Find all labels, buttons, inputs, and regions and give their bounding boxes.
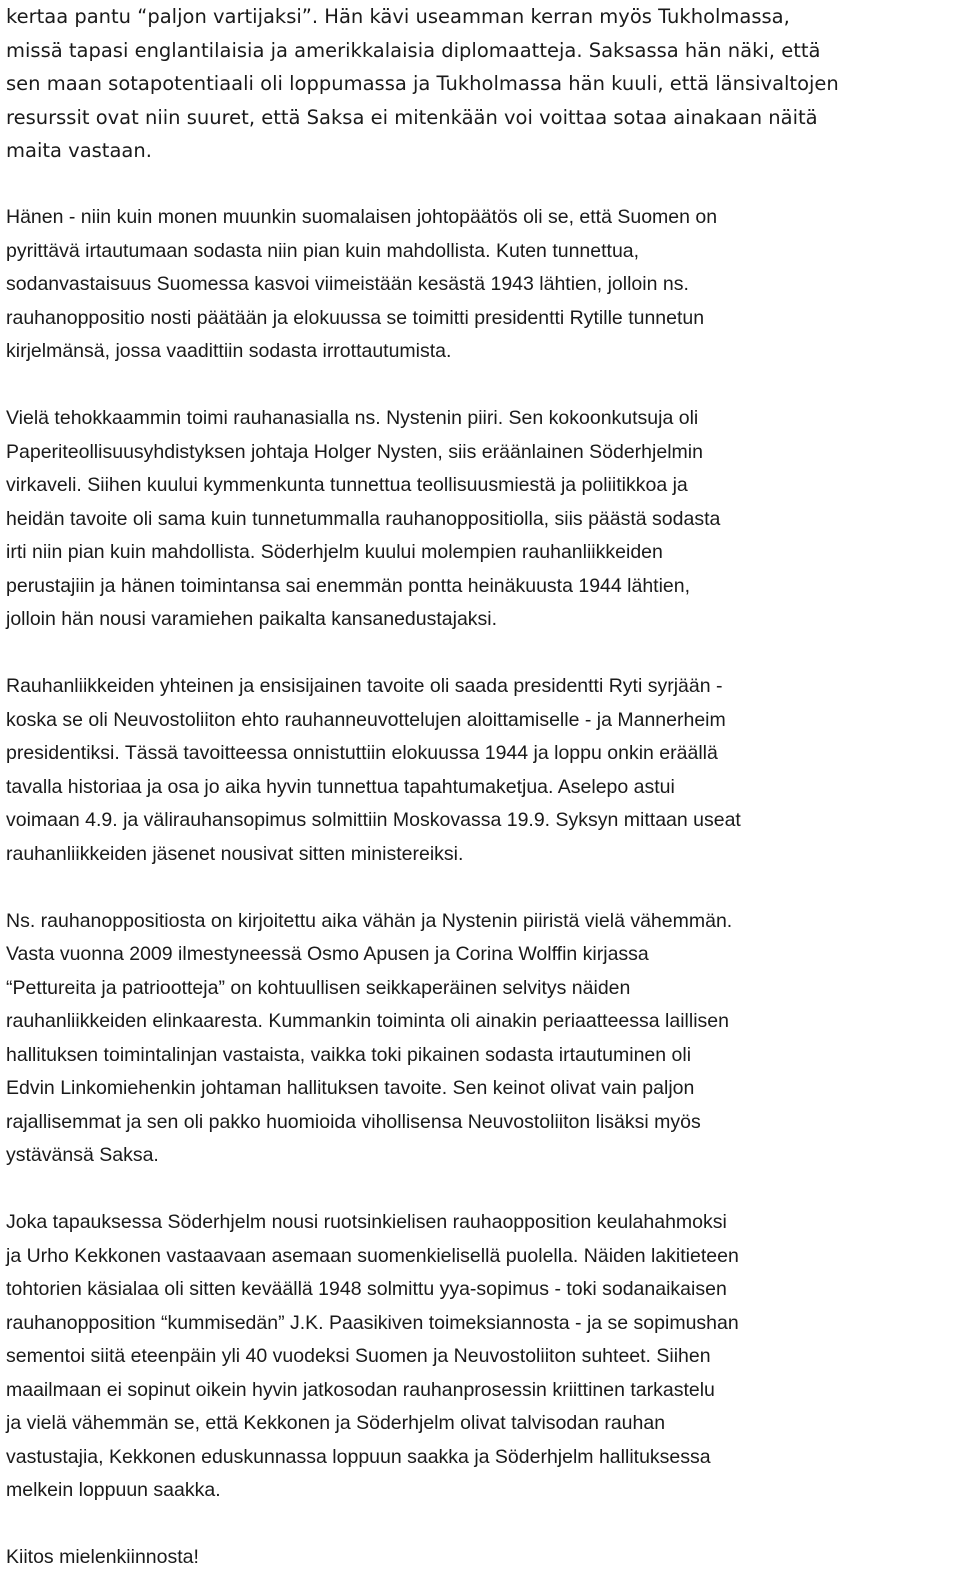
text-line: Vasta vuonna 2009 ilmestyneessä Osmo Apusen ja Corina Wolffin kirjassa <box>6 943 649 965</box>
paragraph-6 <box>6 1206 956 1508</box>
paragraph-spacer <box>6 1173 956 1207</box>
text-line: kertaa pantu “paljon vartijaksi”. Hän kävi useamman kerran myös Tukholmassa, <box>6 5 790 28</box>
closing-line: Kiitos mielenkiinnosta! <box>6 1546 199 1568</box>
text-line: voimaan 4.9. ja välirauhansopimus solmittiin Moskovassa 19.9. Syksyn mittaan useat <box>6 809 741 831</box>
text-line: sodanvastaisuus Suomessa kasvoi viimeistään kesästä 1943 lähtien, jolloin ns. <box>6 273 689 295</box>
text-line: rauhanoppositio nosti päätään ja elokuussa se toimitti presidentti Rytille tunnetun <box>6 306 705 329</box>
paragraph-spacer <box>6 637 956 671</box>
text-line: Edvin Linkomiehenkin johtaman hallituksen tavoite. Sen keinot olivat vain paljon <box>6 1077 695 1099</box>
paragraph-4 <box>6 670 956 871</box>
paragraph-spacer <box>6 168 956 202</box>
text-line: melkein loppuun saakka. <box>6 1479 221 1501</box>
text-line: sementoi siitä eteenpäin yli 40 vuodeksi Suomen ja Neuvostoliiton suhteet. Siihen <box>6 1345 711 1367</box>
text-line: Rauhanliikkeiden yhteinen ja ensisijainen tavoite oli saada presidentti Ryti syrjään - <box>6 675 723 697</box>
paragraph-3 <box>6 402 956 637</box>
text-line: rauhanopposition “kummisedän” J.K. Paasikiven toimeksiannosta - ja se sopimushan <box>6 1311 739 1334</box>
text-line: virkaveli. Siihen kuului kymmenkunta tunnettua teollisuusmiestä ja poliitikkoa ja <box>6 474 688 496</box>
paragraph-5 <box>6 905 956 1173</box>
text-line: Paperiteollisuusyhdistyksen johtaja Holger Nysten, siis eräänlainen Söderhjelmin <box>6 440 703 463</box>
paragraph-2 <box>6 201 956 369</box>
text-line: hallituksen toimintalinjan vastaista, vaikka toki pikainen sodasta irtautuminen oli <box>6 1043 692 1066</box>
document-page <box>6 0 956 1575</box>
text-line: rauhanliikkeiden jäsenet nousivat sitten ministereiksi. <box>6 842 464 865</box>
text-line: tavalla historiaa ja osa jo aika hyvin tunnettua tapahtumaketjua. Aselepo astui <box>6 775 675 798</box>
text-line: presidentiksi. Tässä tavoitteessa onnistuttiin elokuussa 1944 ja loppu onkin eräällä <box>6 742 718 764</box>
text-line: resurssit ovat niin suuret, että Saksa ei mitenkään voi voittaa sotaa ainakaan näitä <box>6 105 818 129</box>
text-line: kirjelmänsä, jossa vaadittiin sodasta irrottautumista. <box>6 340 452 362</box>
text-line: ja vielä vähemmän se, että Kekkonen ja Söderhjelm olivat talvisodan rauhan <box>6 1412 666 1434</box>
text-line: maita vastaan. <box>6 139 152 162</box>
text-line: “Pettureita ja patriootteja” on kohtuullisen seikkaperäinen selvitys näiden <box>6 976 631 999</box>
paragraph-closing <box>6 1541 956 1575</box>
text-line: pyrittävä irtautumaan sodasta niin pian kuin mahdollista. Kuten tunnettua, <box>6 239 640 262</box>
text-line: ja Urho Kekkonen vastaavaan asemaan suomenkielisellä puolella. Näiden lakitieteen <box>6 1244 739 1267</box>
text-line: rauhanliikkeiden elinkaaresta. Kummankin toiminta oli ainakin periaatteessa laillisen <box>6 1010 729 1032</box>
text-line: heidän tavoite oli sama kuin tunnetummalla rauhanoppositiolla, siis päästä sodasta <box>6 507 721 530</box>
text-line: tohtorien käsialaa oli sitten keväällä 1948 solmittu yya-sopimus - toki sodanaikaisen <box>6 1278 727 1300</box>
text-line: sen maan sotapotentiaali oli loppumassa ja Tukholmassa hän kuuli, että länsivaltojen <box>6 72 839 95</box>
paragraph-1 <box>6 0 956 168</box>
text-line: koska se oli Neuvostoliiton ehto rauhanneuvottelujen aloittamiselle - ja Mannerheim <box>6 708 726 731</box>
text-line: jolloin hän nousi varamiehen paikalta kansanedustajaksi. <box>6 608 498 630</box>
text-line: missä tapasi englantilaisia ja amerikkalaisia diplomaatteja. Saksassa hän näki, että <box>6 38 821 62</box>
text-line: vastustajia, Kekkonen eduskunnassa loppuun saakka ja Söderhjelm hallituksessa <box>6 1445 711 1468</box>
text-line: irti niin pian kuin mahdollista. Söderhjelm kuului molempien rauhanliikkeiden <box>6 541 663 563</box>
paragraph-spacer <box>6 369 956 403</box>
text-line: Joka tapauksessa Söderhjelm nousi ruotsinkielisen rauhaopposition keulahahmoksi <box>6 1211 727 1233</box>
text-line: rajallisemmat ja sen oli pakko huomioida vihollisensa Neuvostoliiton lisäksi myös <box>6 1110 701 1133</box>
paragraph-spacer <box>6 1508 956 1542</box>
text-line: Vielä tehokkaammin toimi rauhanasialla ns. Nystenin piiri. Sen kokoonkutsuja oli <box>6 407 699 429</box>
text-line: Ns. rauhanoppositiosta on kirjoitettu aika vähän ja Nystenin piiristä vielä vähemmän. <box>6 909 733 932</box>
text-line: ystävänsä Saksa. <box>6 1144 159 1166</box>
text-line: Hänen - niin kuin monen muunkin suomalaisen johtopäätös oli se, että Suomen on <box>6 206 718 228</box>
text-line: perustajiin ja hänen toimintansa sai enemmän pontta heinäkuusta 1944 lähtien, <box>6 574 691 597</box>
paragraph-spacer <box>6 871 956 905</box>
text-line: maailmaan ei sopinut oikein hyvin jatkosodan rauhanprosessin kriittinen tarkastelu <box>6 1378 715 1401</box>
